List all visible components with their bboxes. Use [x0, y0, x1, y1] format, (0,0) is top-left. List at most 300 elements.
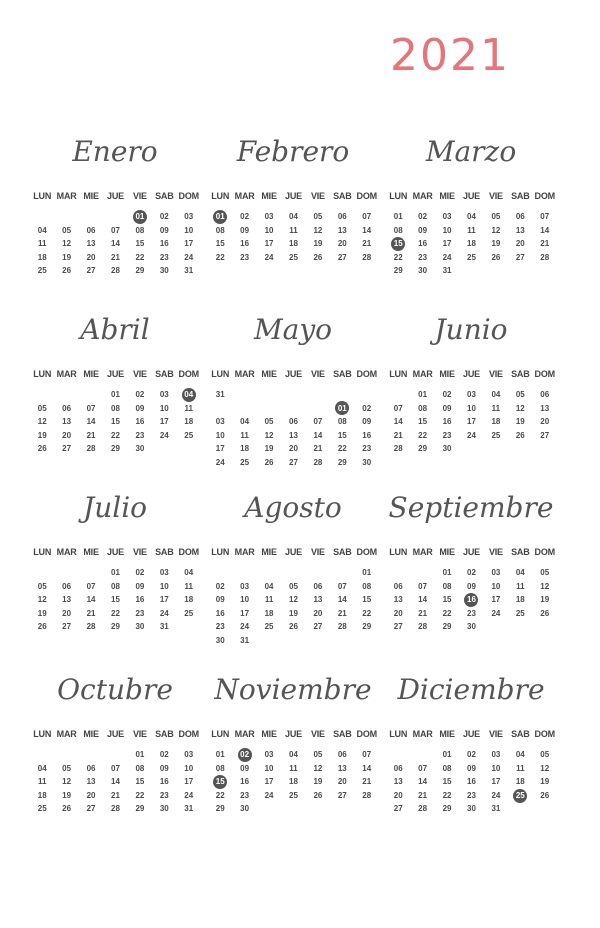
date-cell — [484, 620, 508, 634]
week-row — [30, 802, 201, 816]
month-name: Diciembre — [397, 673, 545, 706]
date-cell: 16 — [467, 777, 476, 787]
date-cell — [257, 402, 281, 416]
date-cell: 10 — [159, 403, 169, 413]
date-cell: 20 — [86, 252, 96, 262]
date-cell: 08 — [362, 581, 372, 591]
week-row — [30, 237, 201, 251]
week-row — [30, 748, 201, 762]
date-cell — [103, 210, 127, 224]
week-row — [30, 789, 201, 803]
date-cell: 26 — [313, 252, 323, 262]
day-header: LUN — [211, 729, 230, 739]
week-row — [208, 402, 379, 416]
date-cell: 14 — [418, 777, 428, 787]
date-cell: 03 — [215, 417, 225, 427]
week-row — [30, 620, 201, 634]
day-headers — [208, 190, 379, 202]
date-cell: 11 — [289, 225, 298, 235]
week-row — [208, 748, 379, 762]
date-cell: 11 — [264, 595, 274, 605]
day-header: DOM — [356, 369, 377, 379]
date-cell — [508, 620, 532, 634]
date-cell: 06 — [289, 417, 298, 427]
day-header: VIE — [132, 369, 147, 379]
date-cell: 13 — [337, 763, 347, 773]
date-cell — [410, 566, 434, 580]
week-row — [386, 775, 557, 789]
week-row — [208, 775, 379, 789]
date-cell: 14 — [337, 595, 347, 605]
date-cell: 20 — [393, 608, 403, 618]
day-header: SAB — [511, 547, 530, 557]
date-cell: 26 — [491, 252, 501, 262]
date-cell: 12 — [37, 417, 47, 427]
highlighted-date: 04 — [177, 388, 201, 402]
month-name: Junio — [434, 313, 508, 346]
date-cell: 20 — [62, 430, 72, 440]
date-cell: 09 — [159, 225, 169, 235]
month-name: Marzo — [425, 135, 517, 168]
date-cell: 12 — [540, 581, 550, 591]
week-row — [386, 607, 557, 621]
date-cell: 17 — [264, 239, 274, 249]
date-cell: 09 — [135, 581, 145, 591]
date-rows — [208, 388, 379, 470]
highlighted-date: 01 — [208, 210, 232, 224]
date-cell — [330, 802, 354, 816]
date-cell: 11 — [37, 239, 47, 249]
date-cell: 06 — [337, 212, 347, 221]
date-cell: 04 — [515, 750, 525, 759]
date-cell: 29 — [215, 804, 225, 814]
day-header: MAR — [56, 191, 77, 201]
day-header: MIE — [83, 547, 99, 557]
date-cell — [306, 388, 330, 402]
date-cell: 02 — [362, 403, 372, 413]
date-cell: 06 — [393, 763, 403, 773]
week-row — [208, 224, 379, 238]
date-cell: 23 — [467, 790, 476, 800]
date-cell: 31 — [184, 804, 194, 814]
date-cell — [232, 566, 256, 580]
date-cell: 16 — [240, 777, 250, 787]
date-cell: 08 — [442, 581, 452, 591]
date-cell: 13 — [313, 595, 323, 605]
date-cell — [54, 748, 78, 762]
date-cell — [459, 264, 483, 278]
date-cell: 04 — [240, 417, 250, 427]
date-cell: 01 — [362, 568, 372, 577]
date-cell: 21 — [337, 608, 347, 618]
highlighted-date: 16 — [459, 593, 483, 607]
date-cell: 12 — [540, 763, 550, 773]
date-cell — [386, 566, 410, 580]
date-cell: 01 — [111, 568, 120, 577]
date-cell: 12 — [289, 595, 298, 605]
date-cell: 26 — [540, 608, 550, 618]
date-cell: 22 — [418, 430, 428, 440]
date-cell: 11 — [491, 403, 501, 413]
week-row — [30, 224, 201, 238]
date-cell: 20 — [289, 444, 298, 454]
month-name: Abril — [80, 313, 150, 346]
date-cell: 05 — [491, 212, 501, 221]
date-cell: 16 — [215, 608, 225, 618]
date-cell: 16 — [159, 777, 169, 787]
date-cell: 10 — [240, 595, 250, 605]
date-cell: 30 — [362, 457, 372, 467]
date-cell: 03 — [491, 750, 501, 759]
day-header: VIE — [310, 729, 325, 739]
date-cell — [281, 388, 305, 402]
date-cell: 08 — [215, 763, 225, 773]
date-cell: 08 — [442, 763, 452, 773]
date-cell — [330, 566, 354, 580]
day-header: JUE — [285, 547, 302, 557]
date-cell: 11 — [289, 763, 298, 773]
date-cell: 25 — [184, 608, 194, 618]
date-cell — [232, 402, 256, 416]
date-cell — [79, 388, 103, 402]
date-cell: 07 — [540, 212, 550, 221]
day-header: MAR — [56, 729, 77, 739]
date-cell: 12 — [515, 403, 525, 413]
week-row — [386, 429, 557, 443]
date-cell — [533, 802, 557, 816]
day-header: SAB — [155, 191, 174, 201]
date-cell: 25 — [240, 457, 250, 467]
date-cell — [508, 802, 532, 816]
date-cell: 10 — [491, 581, 501, 591]
date-cell: 08 — [337, 417, 347, 427]
date-cell: 24 — [264, 790, 274, 800]
month-marzo — [386, 130, 566, 300]
date-cell: 25 — [264, 622, 274, 632]
day-header: LUN — [389, 191, 408, 201]
day-header: MIE — [439, 191, 455, 201]
date-cell: 21 — [86, 430, 96, 440]
date-cell: 25 — [184, 430, 194, 440]
date-cell: 24 — [264, 252, 274, 262]
month-octubre — [30, 668, 210, 838]
date-cell: 11 — [516, 581, 525, 591]
date-cell — [533, 442, 557, 456]
date-cell: 30 — [442, 444, 452, 454]
date-cell: 14 — [362, 225, 372, 235]
date-cell: 21 — [362, 777, 372, 787]
date-cell: 07 — [418, 763, 428, 773]
date-rows — [30, 210, 201, 278]
date-cell: 01 — [442, 568, 452, 577]
week-row — [208, 593, 379, 607]
date-cell — [54, 566, 78, 580]
date-cell — [281, 402, 305, 416]
date-cell: 03 — [491, 568, 501, 577]
date-cell — [355, 802, 379, 816]
month-diciembre — [386, 668, 566, 838]
date-cell: 30 — [215, 635, 225, 645]
date-cell: 27 — [393, 804, 403, 814]
day-header: MAR — [234, 729, 255, 739]
date-cell: 20 — [313, 608, 323, 618]
date-cell: 27 — [393, 622, 403, 632]
date-cell — [30, 210, 54, 224]
date-cell: 28 — [540, 252, 550, 262]
day-header: VIE — [488, 729, 503, 739]
date-cell: 09 — [442, 403, 452, 413]
date-cell: 14 — [111, 777, 120, 787]
month-name: Octubre — [57, 673, 173, 706]
date-cell: 15 — [111, 417, 120, 427]
day-header: MAR — [234, 547, 255, 557]
week-row — [30, 402, 201, 416]
date-cell: 27 — [313, 622, 323, 632]
day-headers — [386, 546, 557, 558]
date-cell — [79, 748, 103, 762]
week-row — [208, 429, 379, 443]
date-cell: 19 — [289, 608, 298, 618]
day-header: MIE — [261, 369, 277, 379]
date-cell: 23 — [442, 430, 452, 440]
date-cell — [281, 566, 305, 580]
date-cell: 02 — [159, 750, 169, 759]
day-header: MIE — [261, 547, 277, 557]
week-row — [208, 456, 379, 470]
day-header: DOM — [178, 191, 199, 201]
day-header: JUE — [285, 191, 302, 201]
date-cell: 16 — [135, 417, 145, 427]
date-cell: 30 — [159, 266, 169, 276]
date-cell: 29 — [135, 804, 145, 814]
day-header: SAB — [511, 729, 530, 739]
date-cell: 23 — [362, 444, 372, 454]
date-cell: 07 — [86, 403, 96, 413]
date-cell: 28 — [418, 622, 428, 632]
date-cell: 16 — [418, 239, 428, 249]
date-cell: 17 — [215, 444, 225, 454]
highlighted-date: 01 — [330, 402, 354, 416]
date-cell: 15 — [215, 239, 225, 249]
date-cell: 28 — [393, 444, 403, 454]
date-cell: 14 — [313, 430, 323, 440]
date-cell — [355, 388, 379, 402]
date-cell: 14 — [418, 595, 428, 605]
date-cell: 08 — [135, 225, 145, 235]
date-cell: 19 — [62, 790, 72, 800]
date-cell: 28 — [86, 622, 96, 632]
date-cell: 27 — [62, 444, 72, 454]
month-name: Agosto — [244, 491, 342, 524]
date-cell: 21 — [111, 252, 120, 262]
day-header: VIE — [488, 547, 503, 557]
week-row — [208, 607, 379, 621]
day-headers — [30, 190, 201, 202]
day-headers — [386, 368, 557, 380]
date-cell: 10 — [264, 763, 274, 773]
date-cell: 24 — [467, 430, 476, 440]
date-cell: 18 — [467, 239, 476, 249]
day-header: MAR — [56, 369, 77, 379]
month-junio — [386, 308, 566, 478]
date-cell: 21 — [362, 239, 372, 249]
date-cell: 23 — [240, 252, 250, 262]
date-cell: 06 — [86, 763, 96, 773]
date-cell — [508, 264, 532, 278]
date-cell: 27 — [86, 266, 96, 276]
day-header: VIE — [310, 191, 325, 201]
week-row — [30, 762, 201, 776]
date-rows — [208, 748, 379, 816]
date-cell — [306, 802, 330, 816]
day-header: JUE — [463, 369, 480, 379]
date-cell: 23 — [240, 790, 250, 800]
day-header: MIE — [261, 729, 277, 739]
date-cell: 07 — [418, 581, 428, 591]
day-header: SAB — [155, 547, 174, 557]
week-row — [208, 566, 379, 580]
date-cell: 04 — [37, 763, 47, 773]
week-row — [386, 802, 557, 816]
date-cell: 24 — [240, 622, 250, 632]
date-cell: 08 — [111, 403, 120, 413]
date-cell — [30, 388, 54, 402]
day-header: JUE — [285, 729, 302, 739]
date-cell: 06 — [62, 403, 72, 413]
date-cell: 26 — [62, 804, 72, 814]
date-cell: 20 — [86, 790, 96, 800]
date-cell: 30 — [418, 266, 428, 276]
date-cell: 31 — [184, 266, 194, 276]
date-cell: 13 — [289, 430, 298, 440]
date-cell: 15 — [337, 430, 347, 440]
date-cell: 11 — [240, 430, 249, 440]
date-cell: 17 — [491, 777, 501, 787]
date-cell: 05 — [37, 581, 47, 591]
week-row — [30, 593, 201, 607]
date-cell: 15 — [135, 239, 145, 249]
date-cell: 29 — [135, 266, 145, 276]
date-cell: 08 — [418, 403, 428, 413]
date-cell: 10 — [467, 403, 476, 413]
day-header: DOM — [356, 547, 377, 557]
date-cell: 02 — [240, 212, 250, 221]
date-cell: 26 — [37, 622, 47, 632]
date-cell: 04 — [289, 212, 298, 221]
date-cell: 07 — [111, 763, 120, 773]
day-header: LUN — [389, 369, 408, 379]
date-cell: 17 — [184, 239, 194, 249]
date-cell: 08 — [111, 581, 120, 591]
date-cell: 28 — [362, 252, 372, 262]
week-row — [30, 210, 201, 224]
date-cell: 15 — [442, 595, 452, 605]
day-header: SAB — [333, 191, 352, 201]
date-cell: 05 — [540, 568, 550, 577]
date-cell: 25 — [491, 430, 501, 440]
date-cell: 19 — [313, 777, 323, 787]
day-headers — [208, 728, 379, 740]
date-cell — [208, 566, 232, 580]
date-cell — [330, 634, 354, 648]
date-cell: 05 — [313, 212, 323, 221]
day-header: LUN — [211, 191, 230, 201]
date-cell: 28 — [337, 622, 347, 632]
date-cell: 14 — [111, 239, 120, 249]
day-header: DOM — [534, 547, 555, 557]
day-header: LUN — [33, 547, 52, 557]
date-cell: 24 — [184, 790, 194, 800]
date-cell: 04 — [37, 225, 47, 235]
date-cell — [257, 566, 281, 580]
week-row — [208, 634, 379, 648]
date-cell: 25 — [515, 608, 525, 618]
date-cell: 09 — [159, 763, 169, 773]
date-cell: 18 — [491, 417, 501, 427]
date-cell: 22 — [135, 252, 145, 262]
date-cell: 19 — [313, 239, 323, 249]
week-row — [30, 580, 201, 594]
date-cell: 05 — [515, 390, 525, 399]
day-header: DOM — [534, 369, 555, 379]
week-row — [208, 802, 379, 816]
day-headers — [30, 546, 201, 558]
date-cell: 03 — [442, 212, 452, 221]
date-cell: 05 — [62, 225, 72, 235]
date-cell: 03 — [159, 390, 169, 399]
date-cell: 02 — [159, 212, 169, 221]
day-header: VIE — [488, 369, 503, 379]
date-cell: 27 — [515, 252, 525, 262]
date-cell: 01 — [135, 750, 145, 759]
day-header: VIE — [488, 191, 503, 201]
week-row — [208, 237, 379, 251]
date-cell: 06 — [515, 212, 525, 221]
date-cell: 09 — [135, 403, 145, 413]
date-cell: 18 — [240, 444, 250, 454]
date-cell: 28 — [111, 266, 120, 276]
date-rows — [386, 566, 557, 634]
day-header: DOM — [178, 369, 199, 379]
day-header: SAB — [333, 547, 352, 557]
day-header: VIE — [310, 547, 325, 557]
date-cell: 19 — [540, 595, 550, 605]
week-row — [208, 789, 379, 803]
week-row — [386, 762, 557, 776]
week-row — [386, 593, 557, 607]
date-cell: 07 — [362, 212, 372, 221]
week-row — [386, 580, 557, 594]
date-cell: 21 — [86, 608, 96, 618]
date-cell — [79, 210, 103, 224]
date-cell: 10 — [184, 763, 194, 773]
week-row — [386, 415, 557, 429]
day-header: MAR — [412, 191, 433, 201]
week-row — [30, 442, 201, 456]
date-cell: 10 — [184, 225, 194, 235]
date-cell: 12 — [491, 225, 501, 235]
date-cell: 13 — [393, 777, 403, 787]
date-cell: 13 — [62, 417, 72, 427]
date-cell — [386, 748, 410, 762]
date-cell: 19 — [264, 444, 274, 454]
date-cell: 24 — [215, 457, 225, 467]
date-rows — [30, 566, 201, 634]
date-cell: 22 — [442, 790, 452, 800]
week-row — [386, 789, 557, 803]
date-cell: 18 — [515, 777, 525, 787]
date-cell: 19 — [515, 417, 525, 427]
